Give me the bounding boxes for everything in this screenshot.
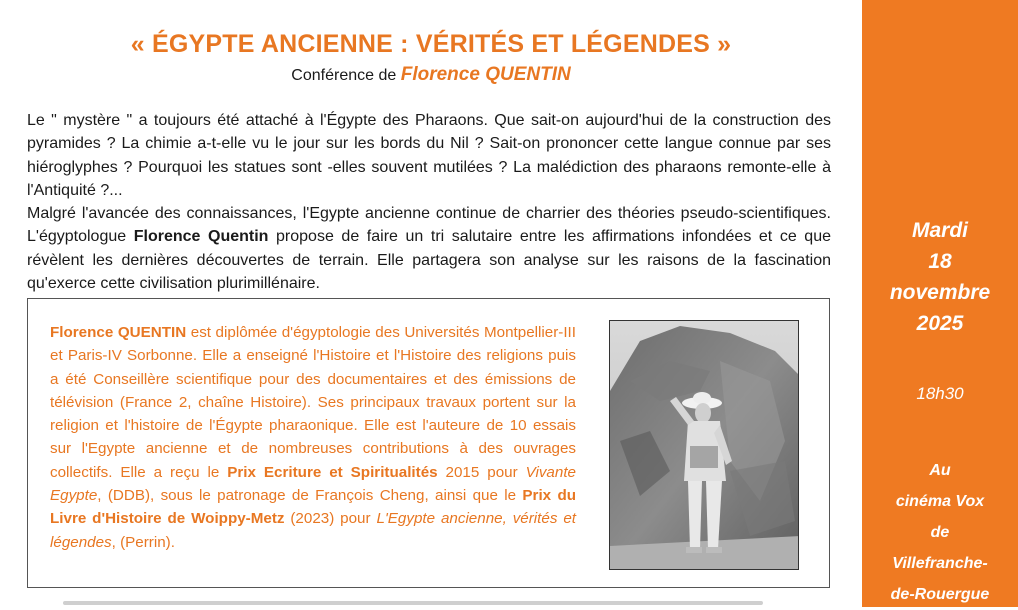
bio-prize-1: Prix Ecriture et Spiritualités — [227, 463, 438, 481]
event-place-line: de — [930, 524, 950, 541]
event-place-line: Au — [929, 462, 951, 479]
bottom-divider — [63, 601, 763, 605]
page-title: « ÉGYPTE ANCIENNE : VÉRITÉS ET LÉGENDES » — [130, 30, 732, 58]
bio-text-2: 2015 pour — [437, 463, 526, 481]
bio-text-3: , (DDB), sous le patronage de François Cheng, ainsi que le — [97, 487, 523, 505]
event-date — [862, 215, 1018, 339]
speaker-photo-image — [610, 321, 799, 570]
event-place-line: Villefranche- — [892, 555, 988, 572]
bio-prize-2: Prix du Livre d'Histoire de Woippy-Metz — [50, 487, 577, 528]
event-year: 2025 — [916, 312, 964, 335]
bio-text — [50, 321, 576, 554]
intro-p2-start: Malgré l'avancée des connaissances, l'Egypte ancienne continue de charrier des théories pseudo-scientifiques. L'égyptologue — [27, 205, 831, 246]
subtitle-prefix: Conférence de — [291, 67, 397, 84]
event-sidebar — [862, 0, 1018, 607]
speaker-name: Florence QUENTIN — [400, 64, 571, 85]
bio-book-2: L'Egypte ancienne, vérités et légendes — [50, 510, 576, 551]
bio-text-4: (2023) pour — [284, 510, 377, 528]
event-time: 18h30 — [916, 384, 964, 403]
intro-p2-name: Florence Quentin — [133, 228, 269, 246]
event-month: novembre — [889, 281, 991, 304]
subtitle — [0, 64, 862, 86]
event-place — [862, 455, 1018, 610]
speaker-photo — [609, 320, 799, 570]
bio-text-5: , (Perrin). — [111, 533, 175, 551]
bio-text-1: est diplômée d'égyptologie des Universités Montpellier-III et Paris-IV Sorbonne. Elle a enseigné l'Histoire et l'Histoire des religions puis a été Conseillère scientifique pour des documentaires et des émissions de télévision (France 2, chaîne Histoire). Ses principaux travaux portent sur la religion et l'histoire de l'Égypte pharaonique. Elle est l'auteure de 10 essais sur l'Egypte ancienne et de nombreuses contributions à des ouvrages collectifs. Elle a reçu le — [50, 324, 576, 481]
event-place-line: de-Rouergue — [890, 586, 990, 603]
event-place-line: cinéma Vox — [895, 493, 985, 510]
bio-book-1: Vivante Egypte — [50, 463, 576, 505]
intro-text — [27, 109, 831, 295]
intro-paragraph-1: Le " mystère " a toujours été attaché à l'Égypte des Pharaons. Que sait-on aujourd'hui de la construction des pyramides ? La chimie a-t-elle vu le jour sur les bords du Nil ? Sait-on prononcer cette langue connue par ses hiéroglyphes ? Pourquoi les statues sont -elles souvent mutilées ? La malédiction des pharaons remonte-elle à l'Antiquité ?... — [27, 112, 831, 199]
intro-p2-end: propose de faire un tri salutaire entre les affirmations infondées et ce que révèlent les dernières découvertes de terrain. Elle partagera son analyse sur les raisons de la fascination qu'exerce cette civilisation plurimillénaire. — [27, 228, 832, 293]
intro-paragraph-2 — [27, 202, 831, 295]
event-day: Mardi — [911, 219, 968, 242]
bio-box — [27, 298, 830, 588]
event-day-number: 18 — [928, 250, 952, 273]
bio-name: Florence QUENTIN — [50, 324, 187, 341]
